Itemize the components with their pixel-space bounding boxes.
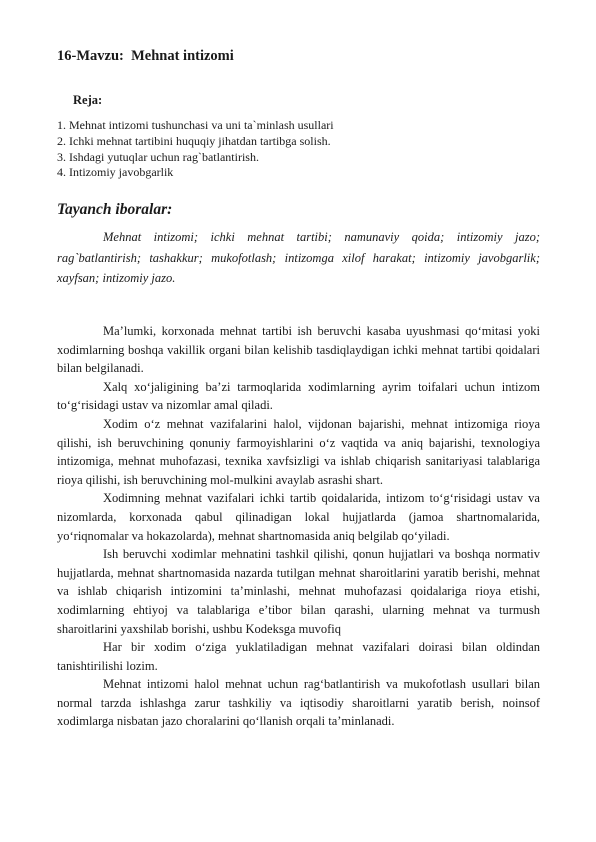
body-text [57,322,540,731]
body-paragraph: Ma’lumki, korxonada mehnat tartibi ish beruvchi kasaba uyushmasi qo‘mitasi yoki xodimlarning boshqa vakillik organi bilan kelishib tasdiqlaydigan ichki mehnat tartibi qoidalari bilan belgilanadi. [57,324,540,376]
body-paragraph: Xalq xo‘jaligining ba’zi tarmoqlarida xodimlarning ayrim toifalari uchun intizom to‘g‘risidagi ustav va nizomlar amal qiladi. [57,379,540,413]
body-paragraph: Mehnat intizomi halol mehnat uchun rag‘batlantirish va mukofotlash usullari bilan normal tarzda ishlashga zarur tashkiliy va iqtisodiy sharoitlarni yaratib berish, noinsof xodimlarga nisbatan jazo choralarini qo‘llanish orqali ta’minlanadi. [57,677,540,729]
keywords-heading: Tayanch iboralar: [57,201,173,218]
plan-item: 4. Intizomiy javobgarlik [57,165,174,180]
body-paragraph: Xodimning mehnat vazifalari ichki tartib qoidalarida, intizom to‘g‘risidagi ustav va nizomlarda, korxonada qabul qilinadigan lokal hujjatlarda (jamoa shartnomalarida, yo‘riqnomalar va hokazolarda), mehnat shartnomasida aniq belgilab qo‘yiladi. [57,491,540,543]
plan-item: 2. Ichki mehnat tartibini huquqiy jihatdan tartibga solish. [57,133,331,148]
plan-list [57,118,334,181]
body-paragraph: Har bir xodim o‘ziga yuklatiladigan mehnat vazifalari doirasi bilan oldindan tanishtirilishi lozim. [57,640,540,673]
body-paragraph: Xodim o‘z mehnat vazifalarini halol, vijdonan bajarishi, mehnat intizomiga rioya qilishi, ish beruvchining qonuniy farmoyishlarini o‘z vaqtida va aniq bajarishi, texnologiya intizomiga, mehnat muhofazasi, texnika xavfsizligi va ishlab chiqarish sanitariyasi talablariga rioya qilishi, ish beruvchining mol-mulkini avaylab asrashi shart. [57,416,540,487]
page-title: 16-Mavzu: Mehnat intizomi [57,48,234,64]
plan-item: 1. Mehnat intizomi tushunchasi va uni ta`minlash usullari [57,118,334,132]
plan-heading: Reja: [73,93,103,107]
keywords-paragraph: Mehnat intizomi; ichki mehnat tartibi; namunaviy qoida; intizomiy jazo; rag`batlantirish; tashakkur; mukofotlash; intizomga xilof harakat; intizomiy javobgarlik; xayfsan; intizomiy jazo. [57,230,540,285]
plan-item: 3. Ishdagi yutuqlar uchun rag`batlantirish. [57,149,259,164]
body-paragraph: Ish beruvchi xodimlar mehnatini tashkil qilishi, qonun hujjatlari va boshqa normativ hujjatlarda, mehnat shartnomasida nazarda tutilgan mehnat sharoitlarini yaratib berishi, mehnat va ishlab chiqarish intizomini ta’minlashi, mehnat muhofazasi qoidalariga rioya etishi, xodimlarning ehtiyoj va talablariga e’tibor bilan qarashi, ularning mehnat va turmush sharoitlarini yaxshilab borishi, ushbu Kodeksga muvofiq [57,547,540,636]
